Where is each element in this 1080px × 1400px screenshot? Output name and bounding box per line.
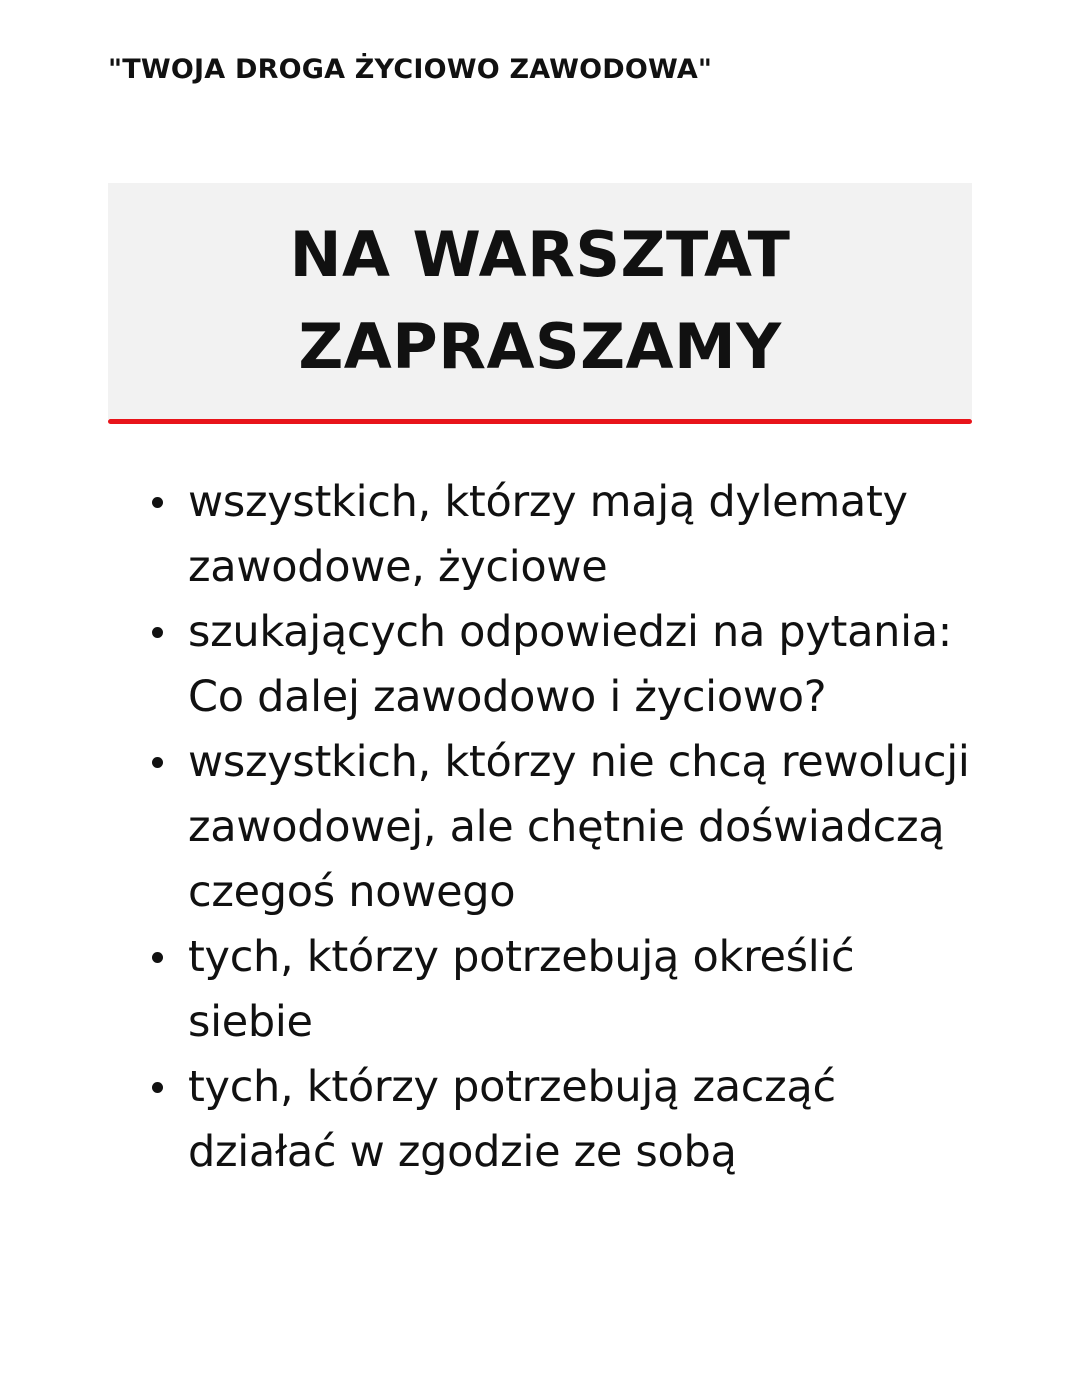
list-item [148,1055,978,1185]
list-item-line: czegoś nowego [188,867,516,917]
workshop-tagline: "TWOJA DROGA ŻYCIOWO ZAWODOWA" [108,54,713,85]
list-item-line: siebie [188,997,313,1047]
page-title-line-2: ZAPRASZAMY [298,310,782,383]
list-item-line: zawodowej, ale chętnie doświadczą [188,802,945,852]
list-item-line: działać w zgodzie ze sobą [188,1127,737,1177]
list-item-line: Co dalej zawodowo i życiowo? [188,672,827,722]
list-item-line: szukających odpowiedzi na pytania: [188,607,952,657]
list-item-line: tych, którzy potrzebują określić [188,932,855,982]
list-item-line: wszystkich, którzy mają dylematy [188,477,908,527]
list-item-line: wszystkich, którzy nie chcą rewolucji [188,737,970,787]
red-divider [108,419,972,424]
bullet-dot-icon [152,627,163,638]
invitation-list [148,470,978,1185]
bullet-dot-icon [152,757,163,768]
page-title-line-1: NA WARSZTAT [289,218,791,291]
list-item [148,730,978,925]
list-item [148,925,978,1055]
list-item-line: zawodowe, życiowe [188,542,608,592]
list-item [148,600,978,730]
list-item-line: tych, którzy potrzebują zacząć [188,1062,836,1112]
title-box [108,183,972,419]
bullet-dot-icon [152,1082,163,1093]
bullet-dot-icon [152,497,163,508]
list-item [148,470,978,600]
bullet-dot-icon [152,952,163,963]
